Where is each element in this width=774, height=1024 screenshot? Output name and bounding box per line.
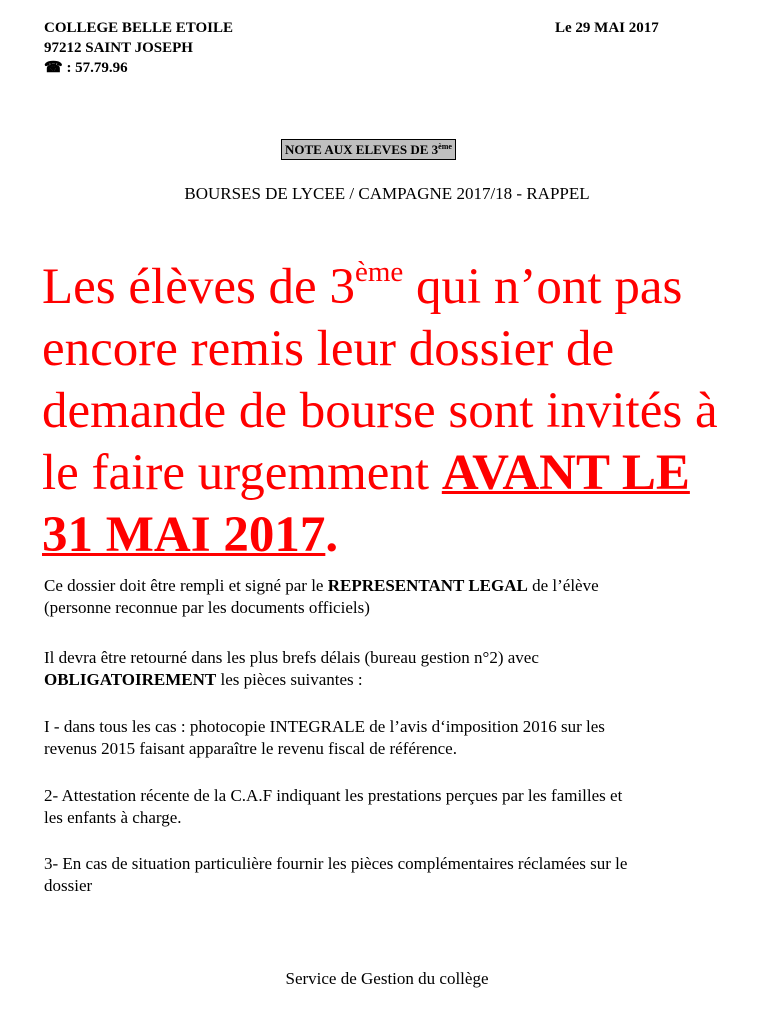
headline-line-4: le faire urgemment AVANT LE bbox=[42, 445, 690, 501]
mandatory-emphasis: OBLIGATOIREMENT bbox=[44, 670, 217, 689]
legal-representative-emphasis: REPRESENTANT LEGAL bbox=[327, 576, 528, 595]
headline-line-3: demande de bourse sont invités à bbox=[42, 383, 718, 439]
subject-line: BOURSES DE LYCEE / CAMPAGNE 2017/18 - RAPPEL bbox=[184, 184, 590, 203]
school-phone: : 57.79.96 bbox=[66, 60, 128, 76]
headline bbox=[42, 256, 757, 566]
headline-line-5: 31 MAI 2017. bbox=[42, 507, 339, 563]
note-title: NOTE AUX ELEVES DE 3 bbox=[285, 142, 439, 157]
school-header bbox=[44, 18, 233, 78]
school-phone-line bbox=[44, 58, 233, 78]
paragraph-return-instructions: Il devra être retourné dans les plus brefs délais (bureau gestion n°2) avec OBLIGATOIREMENT les pièces suivantes : bbox=[44, 648, 539, 689]
paragraph-special-situation: 3- En cas de situation particulière fournir les pièces complémentaires réclamées sur le dossier bbox=[44, 854, 628, 895]
note-title-sup: ème bbox=[438, 142, 452, 151]
telephone-icon: ☎ bbox=[44, 60, 63, 76]
deadline-emphasis: AVANT LE bbox=[441, 445, 690, 501]
school-name: COLLEGE BELLE ETOILE bbox=[44, 20, 233, 36]
footer-signature: Service de Gestion du collège bbox=[285, 969, 489, 988]
paragraph-legal-representative: Ce dossier doit être rempli et signé par le REPRESENTANT LEGAL de l’élève (personne reconnue par les documents officiels) bbox=[44, 576, 599, 617]
headline-sup: ème bbox=[354, 256, 404, 288]
note-title-box bbox=[281, 139, 456, 160]
school-address: 97212 SAINT JOSEPH bbox=[44, 40, 193, 56]
headline-line-1: Les élèves de 3ème qui n’ont pas bbox=[42, 256, 683, 315]
paragraph-caf-certificate: 2- Attestation récente de la C.A.F indiquant les prestations perçues par les familles et les enfants à charge. bbox=[44, 786, 623, 827]
document-date: Le 29 MAI 2017 bbox=[555, 20, 659, 36]
headline-line-2: encore remis leur dossier de bbox=[42, 321, 615, 377]
paragraph-tax-notice: I - dans tous les cas : photocopie INTEGRALE de l’avis d‘imposition 2016 sur les revenus 2015 faisant apparaître le revenu fiscal de référence. bbox=[44, 717, 605, 758]
deadline-date: 31 MAI 2017 bbox=[42, 507, 326, 563]
